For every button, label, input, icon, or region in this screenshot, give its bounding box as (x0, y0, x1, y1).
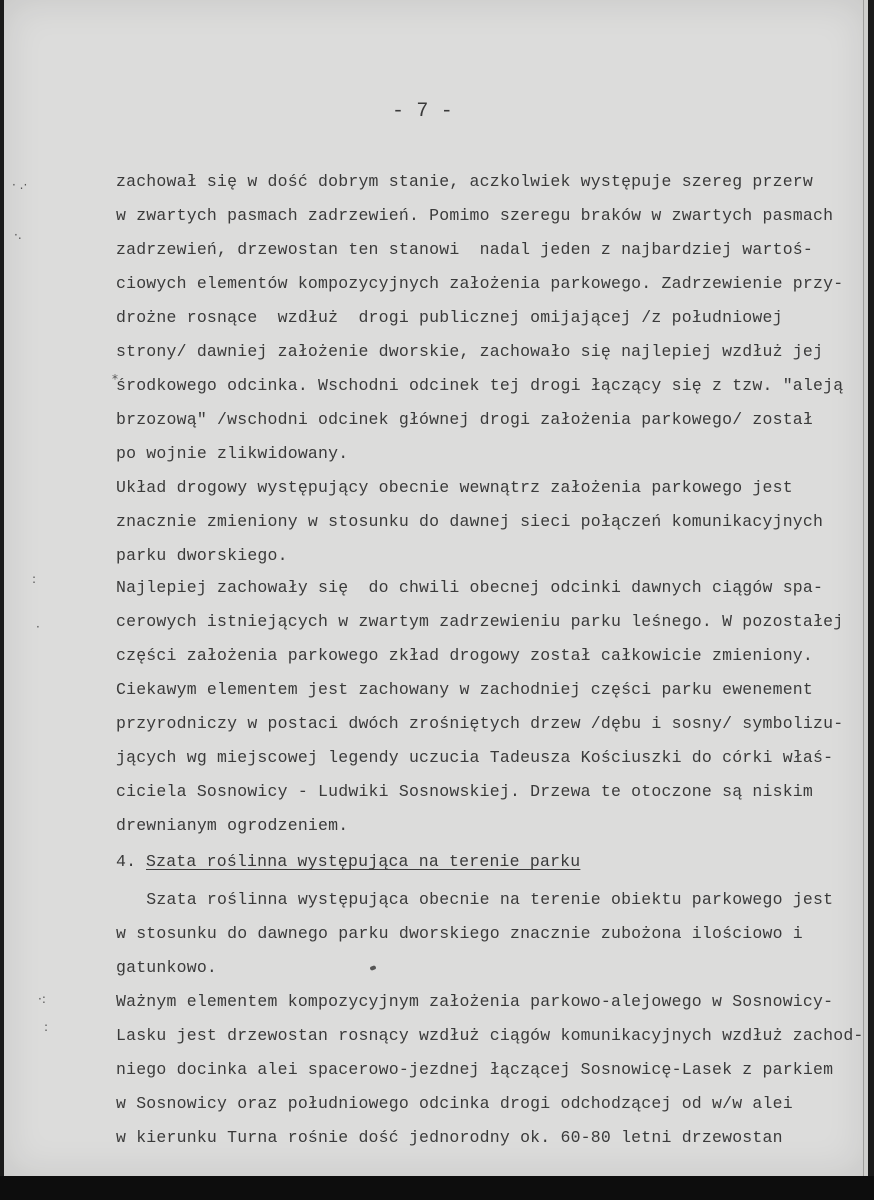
text-line: Ciekawym elementem jest zachowany w zachodniej części parku ewenement (116, 680, 814, 699)
text-line: drożne rosnące wzdłuż drogi publicznej omijającej /z południowej (116, 308, 783, 327)
text-line: Układ drogowy występujący obecnie wewnątrz założenia parkowego jest (116, 478, 793, 497)
text-line: Ważnym elementem kompozycyjnym założenia parkowo-alejowego w Sosnowicy- (116, 992, 834, 1011)
text-line: cerowych istniejących w zwartym zadrzewieniu parku leśnego. W pozostałej (116, 612, 844, 631)
text-line: przyrodniczy w postaci dwóch zrośniętych drzew /dębu i sosny/ symbolizu- (116, 714, 844, 733)
text-line: gatunkowo. (116, 958, 218, 977)
text-line: ciowych elementów kompozycyjnych założenia parkowego. Zadrzewienie przy- (116, 274, 844, 293)
text-line: zadrzewień, drzewostan ten stanowi nadal jeden z najbardziej wartoś- (116, 240, 814, 259)
text-line: drewnianym ogrodzeniem. (116, 816, 349, 835)
text-line: zachował się w dość dobrym stanie, aczkolwiek występuje szereg przerw (116, 172, 814, 191)
scan-border (0, 1176, 874, 1200)
margin-speck: ·. (14, 228, 22, 242)
text-line: środkowego odcinka. Wschodni odcinek tej drogi łączący się z tzw. "aleją (116, 376, 844, 395)
text-line: w kierunku Turna rośnie dość jednorodny ok. 60-80 letni drzewostan (116, 1128, 783, 1147)
text-line: w stosunku do dawnego parku dworskiego znacznie zubożona ilościowo i (116, 924, 803, 943)
text-line: po wojnie zlikwidowany. (116, 444, 349, 463)
text-line: brzozową" /wschodni odcinek głównej drogi założenia parkowego/ został (116, 410, 814, 429)
text-line: jących wg miejscowej legendy uczucia Tadeusza Kościuszki do córki właś- (116, 748, 834, 767)
margin-speck: ·: (38, 992, 46, 1006)
margin-speck: : (44, 1020, 49, 1034)
text-line: Szata roślinna występująca obecnie na terenie obiektu parkowego jest (116, 890, 834, 909)
page-edge (863, 0, 868, 1176)
text-line: strony/ dawniej założenie dworskie, zachowało się najlepiej wzdłuż jej (116, 342, 824, 361)
margin-speck: * (112, 372, 118, 386)
text-line: parku dworskiego. (116, 546, 288, 565)
margin-speck: : (32, 572, 37, 586)
text-line: znacznie zmieniony w stosunku do dawnej sieci połączeń komunikacyjnych (116, 512, 824, 531)
margin-speck: · (36, 620, 40, 634)
page-number: - 7 - (392, 100, 454, 123)
section-number: 4. (116, 852, 137, 871)
section-title: Szata roślinna występująca na terenie parku (146, 852, 581, 871)
margin-speck: · .· (12, 178, 28, 192)
text-line: w zwartych pasmach zadrzewień. Pomimo szeregu braków w zwartych pasmach (116, 206, 834, 225)
text-line: Lasku jest drzewostan rosnący wzdłuż ciągów komunikacyjnych wzdłuż zachod- (116, 1026, 864, 1045)
text-line: ciciela Sosnowicy - Ludwiki Sosnowskiej. Drzewa te otoczone są niskim (116, 782, 814, 801)
text-line: niego docinka alei spacerowo-jezdnej łączącej Sosnowicę-Lasek z parkiem (116, 1060, 834, 1079)
text-line: w Sosnowicy oraz południowego odcinka drogi odchodzącej od w/w alei (116, 1094, 793, 1113)
text-line: Najlepiej zachowały się do chwili obecnej odcinki dawnych ciągów spa- (116, 578, 824, 597)
text-line: części założenia parkowego zkład drogowy został całkowicie zmieniony. (116, 646, 814, 665)
